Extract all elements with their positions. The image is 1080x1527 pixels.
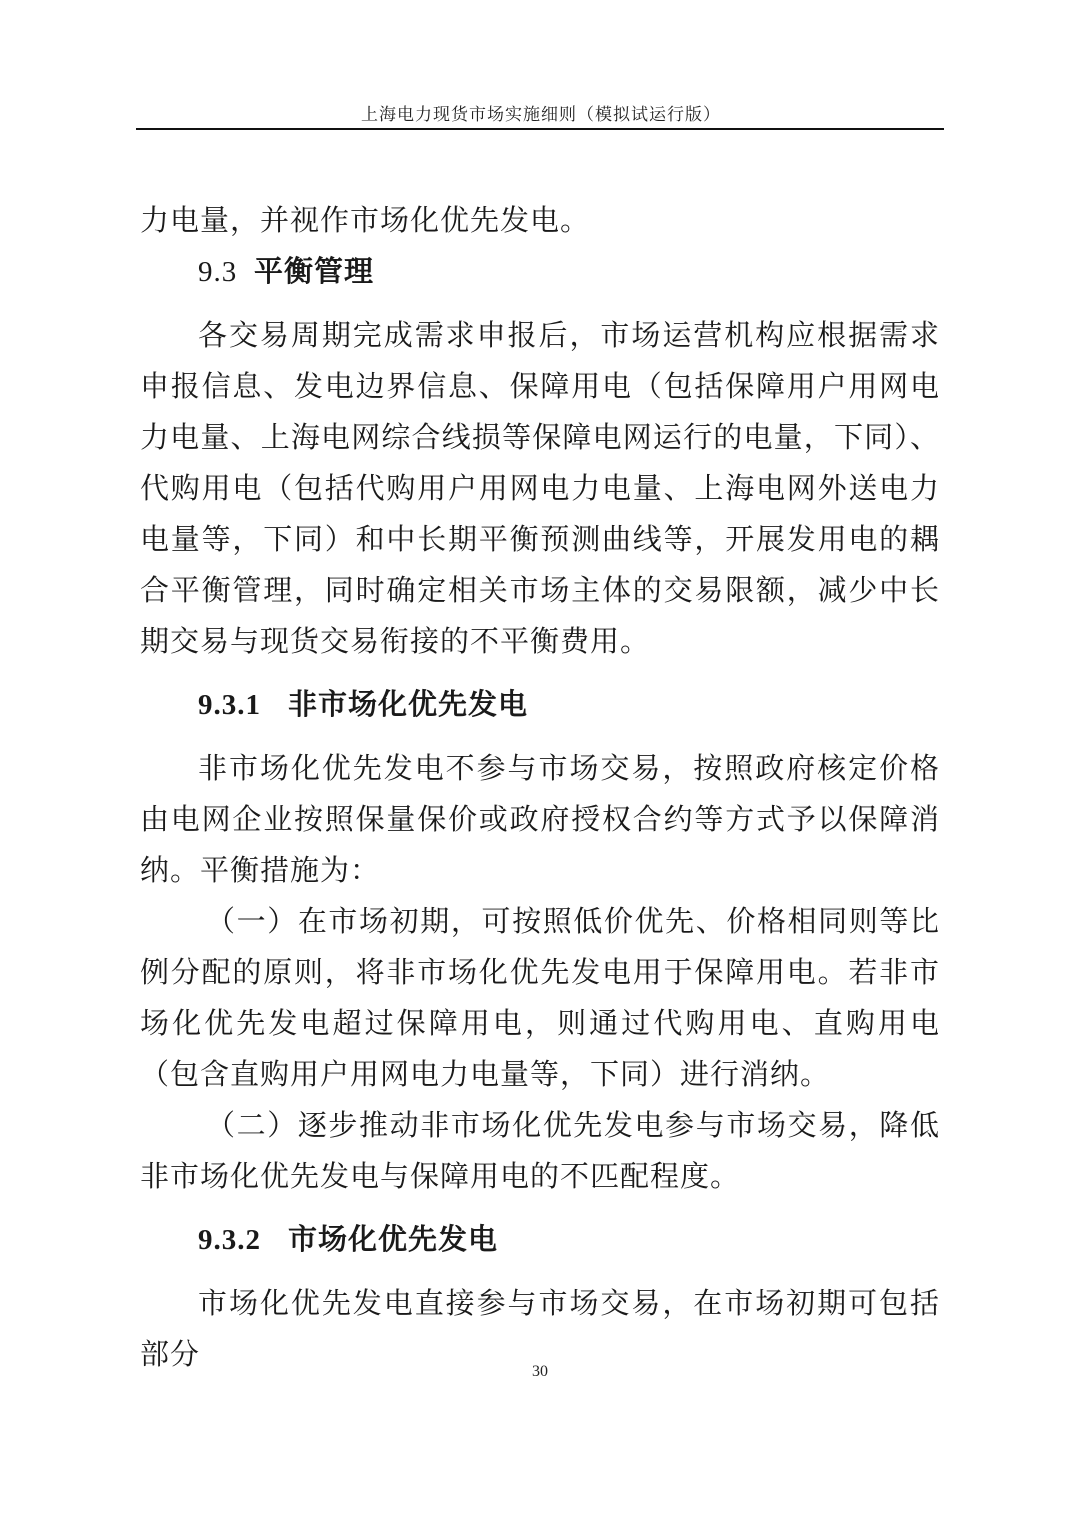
paragraph-market-generation: 市场化优先发电直接参与市场交易，在市场初期可包括部分 [140, 1286, 940, 1371]
section-heading-9-3-2 [140, 1214, 940, 1266]
section-number: 9.3.1 [198, 689, 261, 721]
section-heading-9-3-1 [140, 679, 940, 731]
header-divider [136, 128, 944, 130]
section-title: 市场化优先发电 [288, 1222, 499, 1256]
page-number: 30 [532, 1363, 548, 1380]
section-title: 平衡管理 [254, 254, 375, 288]
section-number: 9.3 [198, 256, 238, 288]
paragraph-continuation: 力电量，并视作市场化优先发电。 [140, 203, 591, 237]
paragraph-balance-management: 各交易周期完成需求申报后，市场运营机构应根据需求申报信息、发电边界信息、保障用电（包括保障用户用网电力电量、上海电网综合线损等保障电网运行的电量，下同）、代购用电（包括代购用户用网电力电量、上海电网外送电力电量等，下同）和中长期平衡预测曲线等，开展发用电的耦合平衡管理，同时确定相关市场主体的交易限额，减少中长期交易与现货交易衔接的不平衡费用。 [140, 318, 940, 658]
section-heading-9-3 [140, 246, 940, 298]
paragraph-measure-1: （一）在市场初期，可按照低价优先、价格相同则等比例分配的原则，将非市场化优先发电用于保障用电。若非市场化优先发电超过保障用电，则通过代购用电、直购用电（包含直购用户用网电力电量等，下同）进行消纳。 [140, 904, 940, 1091]
section-number: 9.3.2 [198, 1224, 261, 1256]
paragraph-measure-2: （二）逐步推动非市场化优先发电参与市场交易，降低非市场化优先发电与保障用电的不匹配程度。 [140, 1108, 940, 1193]
document-body [140, 195, 940, 1380]
paragraph-nonmarket-generation: 非市场化优先发电不参与市场交易，按照政府核定价格由电网企业按照保量保价或政府授权合约等方式予以保障消纳。平衡措施为： [140, 751, 940, 887]
section-title: 非市场化优先发电 [288, 687, 529, 721]
running-header: 上海电力现货市场实施细则（模拟试运行版） [361, 105, 721, 125]
